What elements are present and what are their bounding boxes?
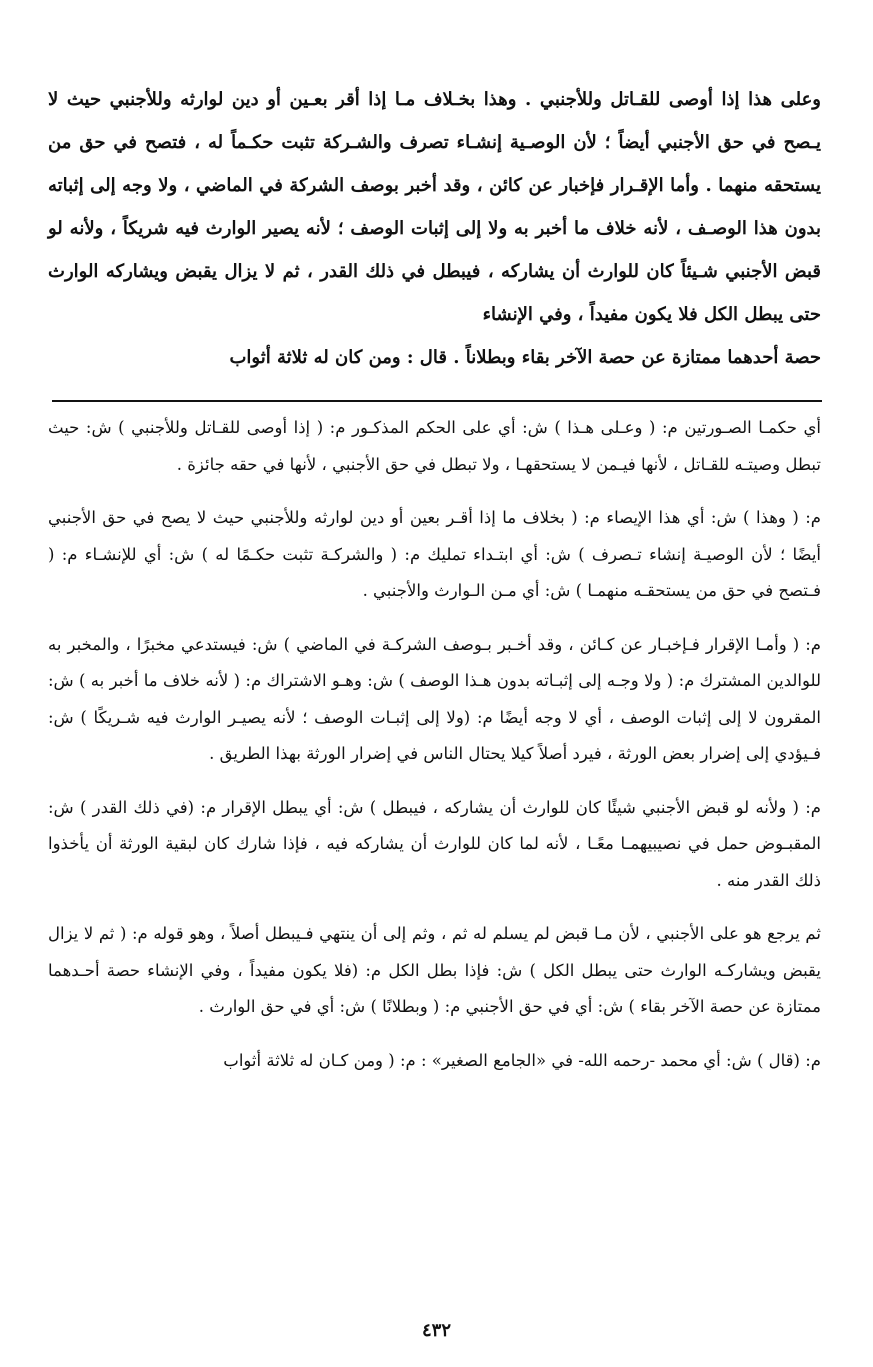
- main-text-body: وعلى هذا إذا أوصى للقـاتل وللأجنبي . وهذا بخـلاف مـا إذا أقر بعـين أو دين لوارثه وللأجنبي حيث لا يـصح في حق الأجنبي أيضاً ؛ لأن الوصـية إنشـاء تصرف والشـركة تثبت حكـماً له ، فتصح في حق من يستحقه منهما . وأما الإقـرار فإخبار عن كائن ، وقد أخبر بوصف الشركة في الماضي ، ولا وجه إلى إثباته بدون هذا الوصـف ، لأنه خلاف ما أخبر به ولا إلى إثبات الوصف ؛ لأنه يصير الوارث فيه شريكاً ، ولأنه لو قبض الأجنبي شـيئاً كان للوارث أن يشاركه ، فيبطل في ذلك القدر ، ثم لا يزال يقبض ويشاركه الوارث حتى يبطل الكل فلا يكون مفيداً ، وفي الإنشاء: [48, 89, 821, 325]
- commentary-paragraph: أي حكمـا الصـورتين م: ( وعـلى هـذا ) ش: أي على الحكم المذكـور م: ( إذا أوصى للقـاتل وللأجنبي ) ش: حيث تبطل وصيتـه للقـاتل ، لأنها فيـمن لا يستحقهـا ، ولا تبطل في حق الأجنبي ، لأنها في حقه جائزة .: [48, 418, 821, 474]
- commentary-paragraph: م: ( وأمـا الإقرار فـإخبـار عن كـائن ، وقد أخـبر بـوصف الشركـة في الماضي ) ش: فيستدعي مخبرًا ، والمخبر به للوالدين المشترك م: ( ولا وجـه إلى إثبـاته بدون هـذا الوصف ) ش: وهـو الاشتراك م: ( لأنه خلاف ما أخبر به ) ش: المقرون لا إلى إثبات الوصف ، أي لا وجه أيضًا م: (ولا إلى إثبـات الوصف ؛ لأنه يصيـر الوارث فيه شـريكًا ) ش: فـيؤدي إلى إضرار بعض الورثة ، فيرد أصلاً كيلا يحتال الناس في إضرار الورثة بهذا الطريق .: [48, 634, 821, 763]
- main-text-last-line: حصة أحدهما ممتازة عن حصة الآخر بقاء وبطلاناً . قال : ومن كان له ثلاثة أثواب: [229, 347, 821, 368]
- commentary-paragraph: ثم يرجع هو على الأجنبي ، لأن مـا قبض لم يسلم له ثم ، وثم إلى أن ينتهي فـيبطل أصلاً ، وهو قوله م: ( ثم لا يزال يقبض ويشاركـه الوارث حتى يبطل الكل ) ش: فإذا بطل الكل م: (فلا يكون مفيداً ، وفي الإنشاء حصة أحـدهما ممتازة عن حصة الآخر بقاء ) ش: أي في حق الأجنبي م: ( وبطلانًا ) ش: أي في حق الوارث .: [48, 924, 821, 1016]
- commentary-paragraph: م: ( ولأنه لو قبض الأجنبي شيئًا كان للوارث أن يشاركه ، فيبطل ) ش: أي يبطل الإقرار م: (في ذلك القدر ) ش: المقبـوض حمل في نصيبيهمـا معًـا ، لأنه لما كان للوارث أن يشاركه فيه ، فإذا شارك كان لبقية الورثة أن يأخذوا ذلك القدر منه .: [48, 797, 821, 890]
- commentary-paragraph: م: (قال ) ش: أي محمد -رحمه الله- في «الجامع الصغير» : م: ( ومن كـان له ثلاثة أثواب: [223, 1050, 821, 1070]
- commentary-block: [48, 410, 821, 1079]
- commentary-paragraph: م: ( وهذا ) ش: أي هذا الإيصاء م: ( بخلاف ما إذا أقـر بعين أو دين لوارثه وللأجنبي حيث لا يصح في حق الأجنبي أيضًا ؛ لأن الوصيـة إنشاء تـصرف ) ش: أي ابتـداء تمليك م: ( والشركـة تثبت حكـمًا له ) ش: أي للإنشـاء م: ( فـتصح في حق من يستحقـه منهمـا ) ش: أي مـن الـوارث والأجنبي .: [48, 508, 821, 600]
- main-text-block: [48, 78, 821, 379]
- page-number: ٤٣٢: [421, 1320, 451, 1341]
- separator-line: [52, 400, 822, 402]
